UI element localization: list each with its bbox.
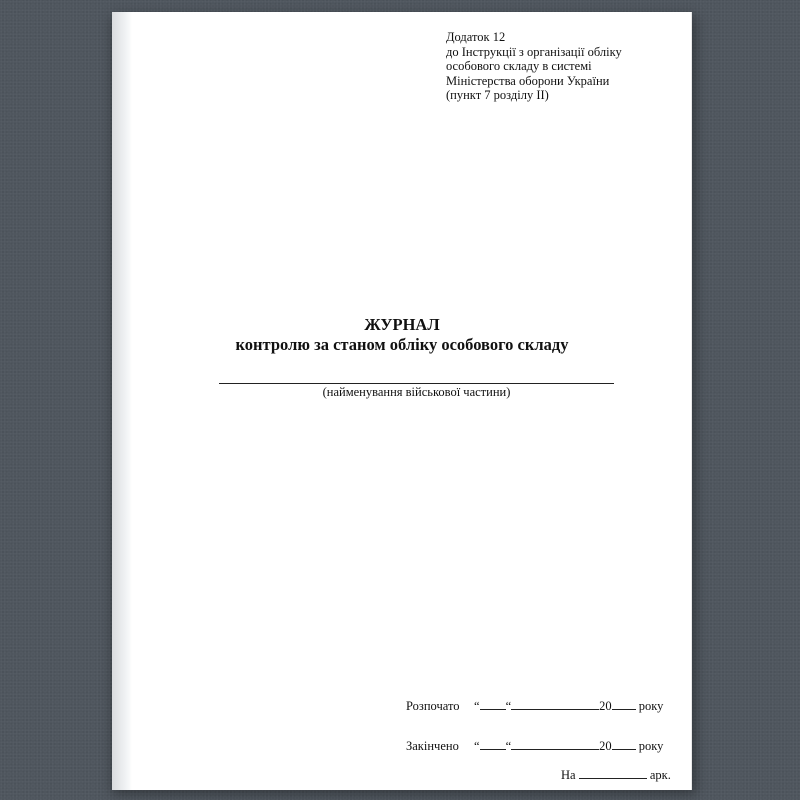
sheets-suffix: арк. xyxy=(649,768,671,782)
finished-label: Закінчено xyxy=(406,739,459,753)
open-quote: “ xyxy=(474,739,480,753)
close-quote: “ xyxy=(505,739,512,753)
day-blank xyxy=(480,738,506,750)
month-blank xyxy=(511,698,599,710)
sheets-prefix: На xyxy=(561,768,576,782)
appendix-note xyxy=(446,30,622,103)
appendix-line: (пункт 7 розділу II) xyxy=(446,88,549,103)
sheet-count-row xyxy=(561,767,671,782)
year-blank xyxy=(612,738,636,750)
sheet-count-blank xyxy=(579,767,647,779)
page-binding xyxy=(112,12,132,790)
year-word: року xyxy=(638,739,664,753)
appendix-line: особового складу в системі xyxy=(446,59,592,74)
year-blank xyxy=(612,698,636,710)
started-label: Розпочато xyxy=(406,699,460,713)
year-word: року xyxy=(638,699,664,713)
appendix-line: Додаток 12 xyxy=(446,30,506,44)
document-subtitle: контролю за станом обліку особового складу xyxy=(235,335,569,354)
started-date-row xyxy=(406,698,663,713)
finished-date-row xyxy=(406,738,663,753)
appendix-line: до Інструкції з організації обліку xyxy=(446,44,622,59)
unit-name-caption: (найменування військової частини) xyxy=(322,385,511,399)
day-blank xyxy=(480,698,506,710)
unit-name-line xyxy=(219,383,614,384)
open-quote: “ xyxy=(474,699,480,713)
document-title: ЖУРНАЛ xyxy=(364,315,440,334)
close-quote: “ xyxy=(505,699,512,713)
appendix-line: Міністерства оборони України xyxy=(446,73,610,88)
document-page xyxy=(112,12,692,790)
century: 20 xyxy=(599,699,612,713)
century: 20 xyxy=(599,739,612,753)
page-edge xyxy=(691,12,692,790)
month-blank xyxy=(511,738,599,750)
